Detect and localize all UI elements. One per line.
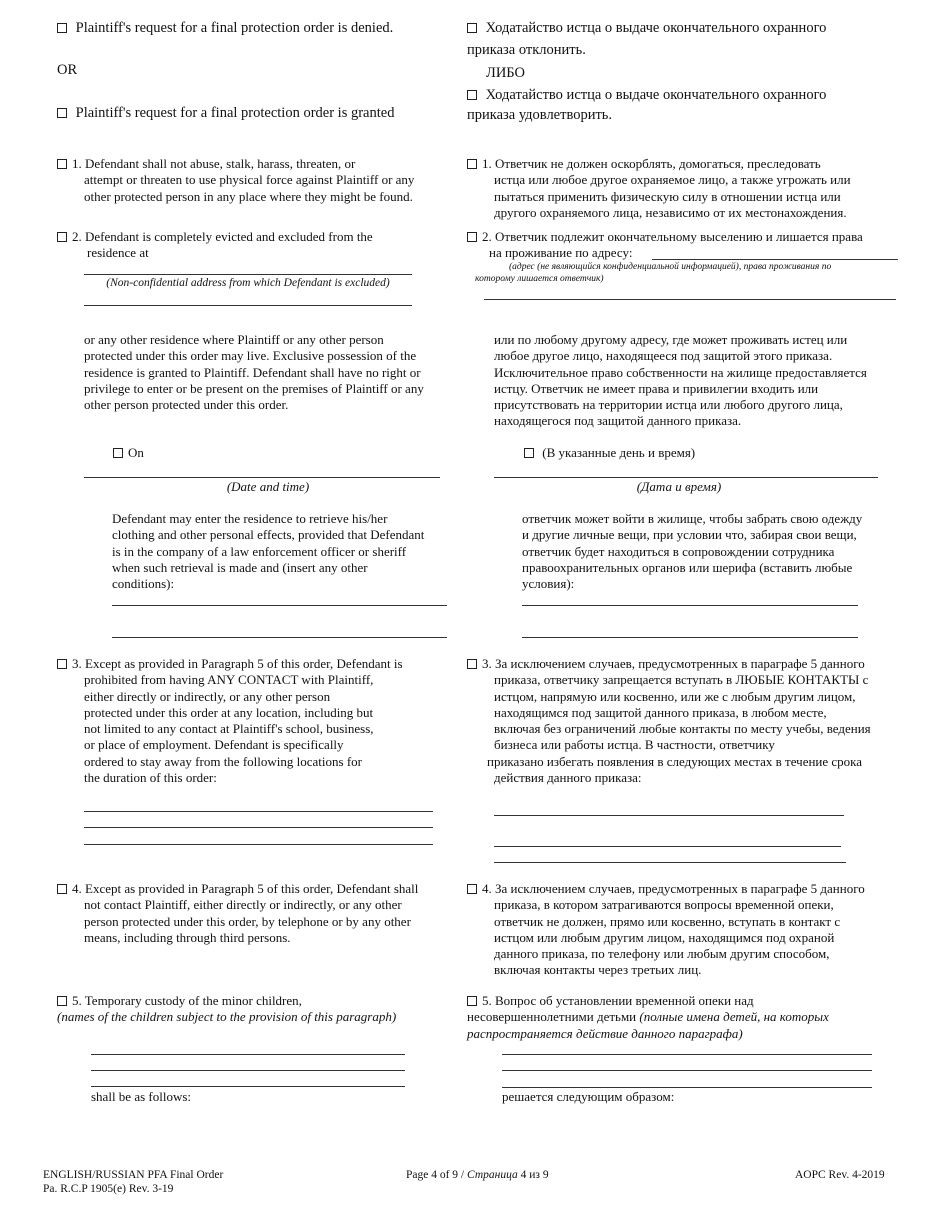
en-p4-line: means, including through third persons.	[84, 929, 291, 945]
en-p3-line: not limited to any contact at Plaintiff's school, business,	[84, 721, 374, 737]
ru-p3-line: приказано избегать появления в следующих местах в течение срока	[487, 753, 863, 769]
ru-address-line-2[interactable]	[484, 299, 896, 300]
en-granted	[57, 103, 394, 123]
en-on-label: On	[128, 445, 144, 460]
ru-paragraph-1	[467, 156, 907, 221]
ru-p5-names-1: (полные имена детей, на которых	[639, 1009, 829, 1025]
en-address-line-2[interactable]	[84, 305, 412, 306]
ru-p5-checkbox[interactable]	[467, 996, 477, 1006]
en-p4-first: 4. Except as provided in Paragraph 5 of this order, Defendant shall	[72, 881, 419, 896]
en-address-caption: (Non-confidential address from which Defendant is excluded)	[106, 277, 390, 289]
en-children-line[interactable]	[91, 1054, 405, 1055]
ru-p2-cont-line: находящегося под защитой данного приказа.	[494, 413, 742, 429]
en-conditions-line[interactable]	[112, 605, 447, 606]
ru-p2-first: 2. Ответчик подлежит окончательному выселению и лишается права	[482, 229, 863, 244]
en-p2-cont-line: privilege to enter or be present on the premises of Plaintiff or any	[84, 380, 424, 396]
en-p4-checkbox[interactable]	[57, 884, 67, 894]
ru-conditions-line[interactable]	[522, 637, 858, 638]
en-p3-line: either directly or indirectly, or any other person	[84, 688, 331, 704]
ru-denied-checkbox[interactable]	[467, 23, 477, 33]
footer-form-title: ENGLISH/RUSSIAN PFA Final Order	[43, 1169, 224, 1181]
en-granted-checkbox[interactable]	[57, 108, 67, 118]
ru-p5-follow: решается следующим образом:	[502, 1089, 675, 1104]
ru-children-line[interactable]	[502, 1070, 872, 1071]
en-retrieve-line: Defendant may enter the residence to retrieve his/her	[112, 511, 388, 526]
ru-p3-line: включая без ограничений любые контакты по месту учебы, ведения	[494, 721, 871, 737]
en-p1-line: other protected person in any place where they might be found.	[84, 188, 413, 204]
en-or: OR	[57, 62, 78, 78]
ru-p1-line: истца или любое другое охраняемое лицо, а также угрожать или	[494, 172, 851, 188]
ru-date-line[interactable]	[494, 477, 878, 478]
en-p2-first: 2. Defendant is completely evicted and excluded from the	[72, 229, 373, 244]
footer-page-number	[406, 1168, 549, 1182]
ru-paragraph-4	[467, 881, 912, 979]
footer-page-ru-word: Страница	[467, 1169, 518, 1181]
ru-p1-first: 1. Ответчик не должен оскорблять, домогаться, преследовать	[482, 156, 821, 171]
en-p2-second: residence at	[87, 245, 149, 261]
ru-p1-line: другого охраняемого лица, независимо от их местонахождения.	[494, 204, 847, 220]
ru-retrieve-line: ответчик может войти в жилище, чтобы забрать свою одежду	[522, 511, 863, 526]
ru-denied	[467, 18, 907, 60]
en-p3-first: 3. Except as provided in Paragraph 5 of this order, Defendant is	[72, 656, 403, 671]
en-paragraph-1	[57, 156, 457, 205]
ru-p3-line: истцом, напрямую или косвенно, или же с любым другим лицом,	[494, 688, 856, 704]
footer-rule: Pa. R.C.P 1905(e) Rev. 3-19	[43, 1183, 174, 1195]
en-p1-line: attempt or threaten to use physical force against Plaintiff or any	[84, 172, 415, 188]
en-denied-text: Plaintiff's request for a final protection order is denied.	[75, 20, 394, 36]
en-p2-cont-line: or any other residence where Plaintiff or any other person	[84, 332, 384, 347]
ru-paragraph-3	[467, 656, 912, 786]
ru-retrieve-line: ответчик будет находиться в сопровождении сотрудника	[522, 543, 835, 559]
en-retrieve-line: is in the company of a law enforcement officer or sheriff	[112, 543, 407, 559]
ru-paragraph-5	[467, 993, 912, 1042]
ru-p2-checkbox[interactable]	[467, 232, 477, 242]
footer-page-en: Page 4 of 9 /	[406, 1169, 465, 1181]
en-children-line[interactable]	[91, 1070, 405, 1071]
en-p1-checkbox[interactable]	[57, 159, 67, 169]
ru-p1-checkbox[interactable]	[467, 159, 477, 169]
en-p3-checkbox[interactable]	[57, 659, 67, 669]
en-conditions-line[interactable]	[112, 637, 447, 638]
ru-retrieve	[522, 511, 907, 592]
ru-paragraph-2	[467, 229, 912, 262]
en-p5-checkbox[interactable]	[57, 996, 67, 1006]
en-p1-first: 1. Defendant shall not abuse, stalk, harass, threaten, or	[72, 156, 356, 171]
ru-p3-line: находящимся под защитой данного приказа, в любом месте,	[494, 704, 827, 720]
ru-location-line[interactable]	[494, 862, 846, 863]
ru-address-caption	[475, 261, 895, 285]
ru-p4-line: ответчик не должен, прямо или косвенно, вступать в контакт с	[494, 913, 841, 929]
en-p5-first: 5. Temporary custody of the minor children,	[72, 993, 302, 1008]
ru-p4-first: 4. За исключением случаев, предусмотренных в параграфе 5 данного	[482, 881, 865, 896]
en-p3-line: ordered to stay away from the following locations for	[84, 753, 362, 769]
ru-p2-continuation	[494, 332, 914, 430]
ru-address-caption-1: (адрес (не являющийся конфиденциальной информацией), права проживания по	[509, 262, 832, 272]
ru-p4-line: включая контакты через третьих лиц.	[494, 962, 702, 978]
ru-denied-text-2: приказа отклонить.	[467, 42, 586, 58]
en-date-line[interactable]	[84, 477, 440, 478]
ru-on-checkbox[interactable]	[524, 448, 534, 458]
ru-date-caption: (Дата и время)	[636, 479, 722, 494]
ru-retrieve-line: и другие личные вещи, при условии что, забирая свои вещи,	[522, 527, 857, 543]
en-location-line[interactable]	[84, 827, 433, 828]
en-children-line[interactable]	[91, 1086, 405, 1087]
en-p3-line: the duration of this order:	[84, 770, 217, 786]
ru-p5-second: несовершеннолетними детьми	[467, 1009, 637, 1025]
en-denied	[57, 18, 393, 38]
en-paragraph-4	[57, 881, 457, 946]
ru-p4-line: данного приказа, по телефону или любым другим способом,	[494, 946, 830, 962]
footer-page-ru-num: 4 из 9	[520, 1169, 549, 1181]
ru-p2-cont-line: или по любому другому адресу, где может проживать истец или	[494, 332, 848, 347]
ru-granted-text-2: приказа удовлетворить.	[467, 107, 613, 123]
en-retrieve-line: when such retrieval is made and (insert any other	[112, 559, 368, 575]
en-p3-line: or place of employment. Defendant is specifically	[84, 737, 344, 753]
ru-p2-cont-line: любое другое лицо, находящееся под защитой этого приказа.	[494, 348, 833, 364]
en-p5-names: (names of the children subject to the provision of this paragraph)	[57, 1009, 397, 1025]
ru-location-line[interactable]	[494, 815, 844, 816]
footer-revision: AOPC Rev. 4-2019	[795, 1169, 885, 1181]
ru-p2-cont-line: присутствовать на территории истца или любого другого лица,	[494, 397, 843, 413]
en-address-line[interactable]	[84, 274, 412, 275]
en-paragraph-2	[57, 229, 457, 262]
ru-p4-checkbox[interactable]	[467, 884, 477, 894]
ru-p2-cont-line: истцу. Ответчик не имеет права и привилегии входить или	[494, 380, 819, 396]
en-p4-line: not contact Plaintiff, either directly or indirectly, or any other	[84, 897, 402, 913]
en-p2-continuation	[84, 332, 464, 413]
ru-p5-names-2: распространяется действие данного параграфа)	[467, 1025, 743, 1041]
ru-denied-text: Ходатайство истца о выдаче окончательного охранного	[485, 20, 827, 36]
ru-p3-line: действия данного приказа:	[494, 770, 642, 786]
en-p2-checkbox[interactable]	[57, 232, 67, 242]
ru-p3-first: 3. За исключением случаев, предусмотренных в параграфе 5 данного	[482, 656, 865, 671]
en-location-line[interactable]	[84, 811, 433, 812]
ru-p4-line: приказа, в котором затрагиваются вопросы временной опеки,	[494, 897, 834, 913]
ru-conditions-line[interactable]	[522, 605, 858, 606]
ru-children-line[interactable]	[502, 1054, 872, 1055]
ru-p5-first: 5. Вопрос об установлении временной опеки над	[482, 993, 754, 1008]
ru-on	[524, 445, 695, 461]
ru-p2-cont-line: Исключительное право собственности на жилище предоставляется	[494, 364, 867, 380]
ru-p2-second: на проживание по адресу:	[489, 245, 633, 261]
ru-p1-line: пытаться применить физическую силу в отношении истца или	[494, 188, 841, 204]
en-p3-line: prohibited from having ANY CONTACT with Plaintiff,	[84, 672, 374, 688]
ru-address-line[interactable]	[652, 259, 898, 260]
ru-p3-line: бизнеса или работы истца. В частности, ответчику	[494, 737, 775, 753]
en-location-line[interactable]	[84, 844, 433, 845]
en-retrieve-line: conditions):	[112, 576, 175, 592]
ru-retrieve-line: правоохранительных органов или шерифа (вставить любые	[522, 559, 853, 575]
en-on	[113, 445, 144, 461]
en-on-checkbox[interactable]	[113, 448, 123, 458]
ru-granted-checkbox[interactable]	[467, 90, 477, 100]
footer-left	[43, 1168, 223, 1196]
en-p5-follow: shall be as follows:	[91, 1089, 192, 1104]
ru-children-line[interactable]	[502, 1087, 872, 1088]
ru-granted-text: Ходатайство истца о выдаче окончательного охранного	[485, 87, 827, 103]
en-paragraph-5	[57, 993, 457, 1026]
en-retrieve-line: clothing and other personal effects, provided that Defendant	[112, 527, 425, 543]
en-p2-cont-line: other person protected under this order.	[84, 397, 289, 413]
ru-address-caption-2: которому лишается ответчик)	[475, 274, 604, 284]
en-p2-cont-line: protected under this order may live. Exclusive possession of the	[84, 348, 417, 364]
ru-p3-line: приказа, ответчику запрещается вступать в ЛЮБЫЕ КОНТАКТЫ с	[494, 672, 869, 688]
ru-p4-line: истцом или любым другим лицом, находящимся под охраной	[494, 929, 835, 945]
ru-granted	[467, 85, 907, 125]
en-denied-checkbox[interactable]	[57, 23, 67, 33]
ru-or: ЛИБО	[486, 65, 526, 81]
en-p4-line: person protected under this order, by telephone or by any other	[84, 913, 411, 929]
ru-location-line[interactable]	[494, 846, 841, 847]
ru-retrieve-line: условия):	[522, 576, 575, 592]
en-granted-text: Plaintiff's request for a final protection order is granted	[75, 105, 395, 121]
en-retrieve	[112, 511, 457, 592]
en-p3-line: protected under this order at any location, including but	[84, 704, 374, 720]
ru-p3-checkbox[interactable]	[467, 659, 477, 669]
en-p2-cont-line: residence is granted to Plaintiff. Defendant shall have no right or	[84, 364, 421, 380]
en-paragraph-3	[57, 656, 457, 786]
ru-on-label: (В указанные день и время)	[542, 445, 696, 460]
en-date-caption: (Date and time)	[226, 479, 310, 494]
